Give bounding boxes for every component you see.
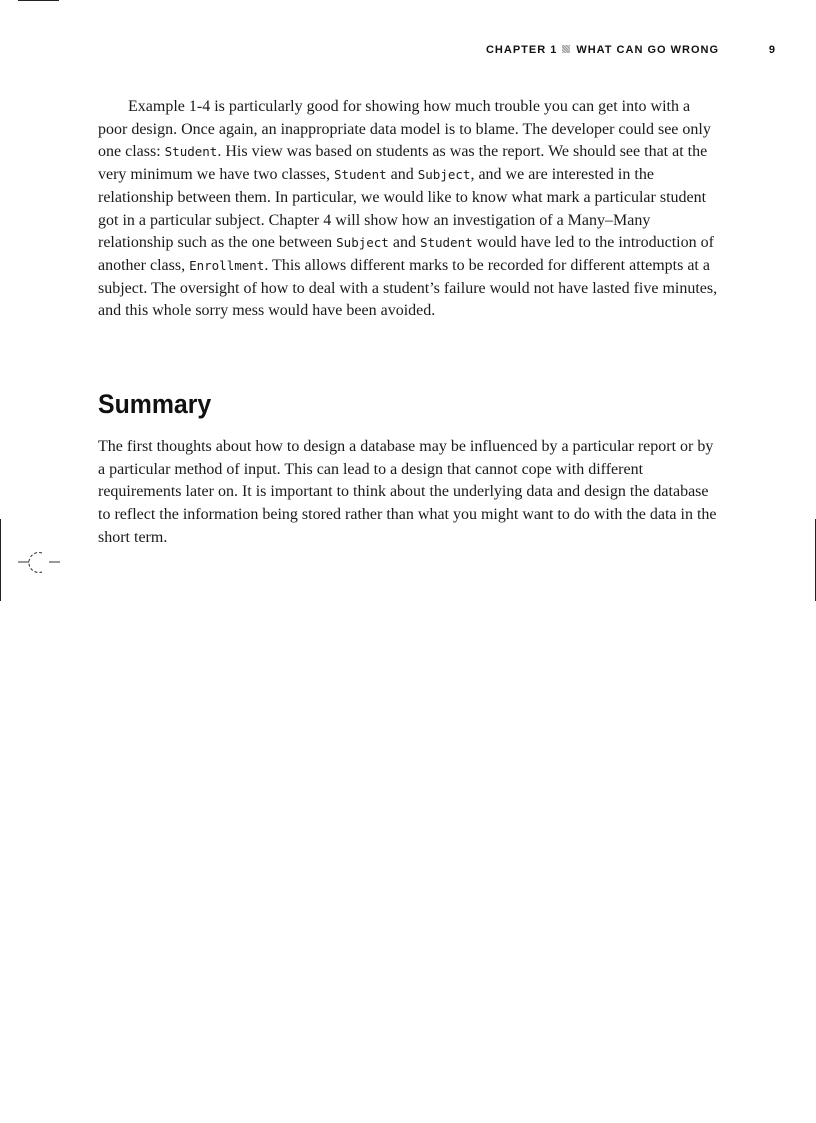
body-paragraph-2: The first thoughts about how to design a database may be influenced by a particular report or by a particular method of input. This can lead to a design that cannot cope with different requirements later on. It is important to think about the underlying data and design the database to reflect the information being stored rather than what you might want to do with the data in the short term. xyxy=(98,438,717,546)
crop-mark-top xyxy=(18,0,59,1)
page-number: 9 xyxy=(768,44,776,56)
separator-square-icon xyxy=(562,45,570,53)
body-paragraph-1 xyxy=(98,96,723,323)
crop-mark-left xyxy=(0,519,1,601)
inline-code: Enrollment xyxy=(189,257,265,273)
running-head-chapter xyxy=(486,44,719,56)
text-run: Example 1-4 is particularly good for showing how much trouble you can get into with a poor design. Once again, an inappropriate data model is to blame. The developer could see only one class: xyxy=(98,98,711,161)
text-run: . This allows different marks to be recorded for different attempts at a subject. The oversight of how to deal with a student’s failure would not have lasted five minutes, and this whole sorry mess would have been avoided. xyxy=(98,256,718,320)
inline-code: Student xyxy=(164,144,218,160)
inline-code: Student xyxy=(333,167,387,183)
text-run: and xyxy=(388,234,420,252)
text-run: would have led to the introduction of another class, xyxy=(98,234,714,274)
text-run: . His view was based on students as was the report. We should see that at the very minimum we have two classes, xyxy=(98,143,708,184)
inline-code: Subject xyxy=(417,167,471,183)
chapter-title: WHAT CAN GO WRONG xyxy=(576,44,719,56)
inline-code: Student xyxy=(419,235,473,251)
inline-code: Subject xyxy=(336,235,389,251)
registration-mark-icon xyxy=(18,548,60,578)
section-heading: Summary xyxy=(98,389,212,419)
chapter-label: CHAPTER 1 xyxy=(485,44,558,56)
text-run: and xyxy=(386,166,418,184)
text-run: , and we are interested in the relationship between them. In particular, we would like to know what mark a particular student got in a particular subject. Chapter 4 will show how an investigation of a Many–Many relationship such as the one between xyxy=(98,166,707,252)
